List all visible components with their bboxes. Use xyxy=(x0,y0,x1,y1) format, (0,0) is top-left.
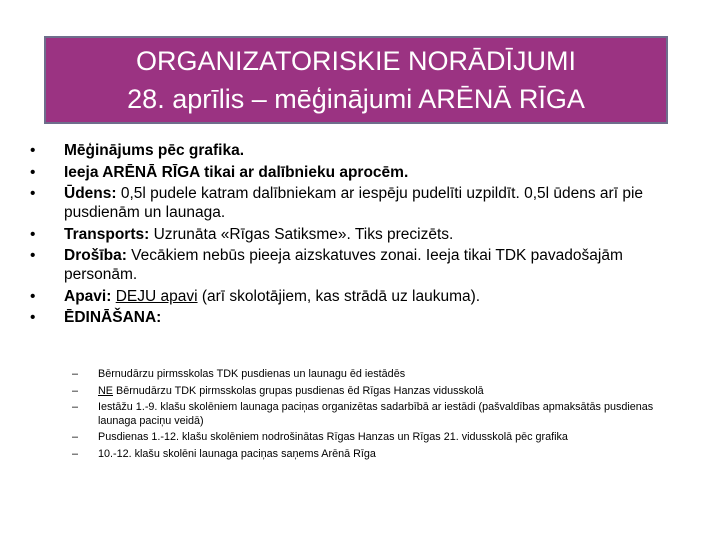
bullet-footwear xyxy=(28,287,688,306)
sub-item-text: 10.-12. klašu skolēni launaga paciņas saņems Arēnā Rīga xyxy=(98,447,376,460)
sub-item-text: Iestāžu 1.-9. klašu skolēniem launaga paciņas organizētas sadarbībā ar iestādi (pašvaldības apmaksātās pusdienas launaga paciņu veidā) xyxy=(98,401,654,427)
bullet-label: ĒDINĀŠANA: xyxy=(64,309,162,326)
bullet-transport xyxy=(28,225,688,244)
bullet-list xyxy=(28,141,688,330)
bullet-entry xyxy=(28,163,688,182)
bullet-label: Mēģinājums pēc grafika. xyxy=(64,142,245,159)
sub-item-lead: NE xyxy=(98,384,113,397)
sub-item xyxy=(72,448,672,462)
bullet-text: Uzrunāta «Rīgas Satiksme». Tiks precizēts. xyxy=(149,225,454,243)
slide-title xyxy=(44,36,668,124)
sub-item xyxy=(72,431,672,445)
bullet-label: Apavi: xyxy=(64,287,112,305)
bullet-water xyxy=(28,184,688,222)
bullet-safety xyxy=(28,246,688,284)
bullet-text: Vecākiem nebūs pieeja aizskatuves zonai. Ieeja tikai TDK pavadošajām personām. xyxy=(64,247,623,283)
bullet-label: Ūdens: xyxy=(64,185,117,202)
catering-sub-list xyxy=(72,368,672,464)
sub-item-text: Bērnudārzu pirmsskolas TDK pusdienas un launagu ēd iestādēs xyxy=(98,368,406,380)
title-line-2: 28. aprīlis – mēģinājumi ARĒNĀ RĪGA xyxy=(127,84,585,114)
bullet-label: Drošība: xyxy=(64,247,127,264)
bullet-catering xyxy=(28,308,688,327)
title-line-1: ORGANIZATORISKIE NORĀDĪJUMI xyxy=(135,46,577,76)
bullet-text: 0,5l pudele katram dalībniekam ar iespēju pudelīti uzpildīt. 0,5l ūdens arī pie pusdienām un launaga. xyxy=(64,185,644,221)
sub-item xyxy=(72,385,672,399)
bullet-label: Ieeja ARĒNĀ RĪGA tikai ar dalībnieku aprocēm. xyxy=(64,163,409,181)
bullet-text: (arī skolotājiem, kas strādā uz laukuma). xyxy=(197,287,481,305)
bullet-label: Transports: xyxy=(64,225,150,243)
sub-item xyxy=(72,401,672,428)
bullet-rehearsal xyxy=(28,141,688,160)
bullet-underlined-text: DEJU apavi xyxy=(115,287,198,305)
sub-item xyxy=(72,368,672,382)
sub-item-text: Pusdienas 1.-12. klašu skolēniem nodrošinātas Rīgas Hanzas un Rīgas 21. vidusskolā pēc grafika xyxy=(98,431,568,443)
sub-item-text: Bērnudārzu TDK pirmsskolas grupas pusdienas ēd Rīgas Hanzas vidusskolā xyxy=(113,384,484,397)
